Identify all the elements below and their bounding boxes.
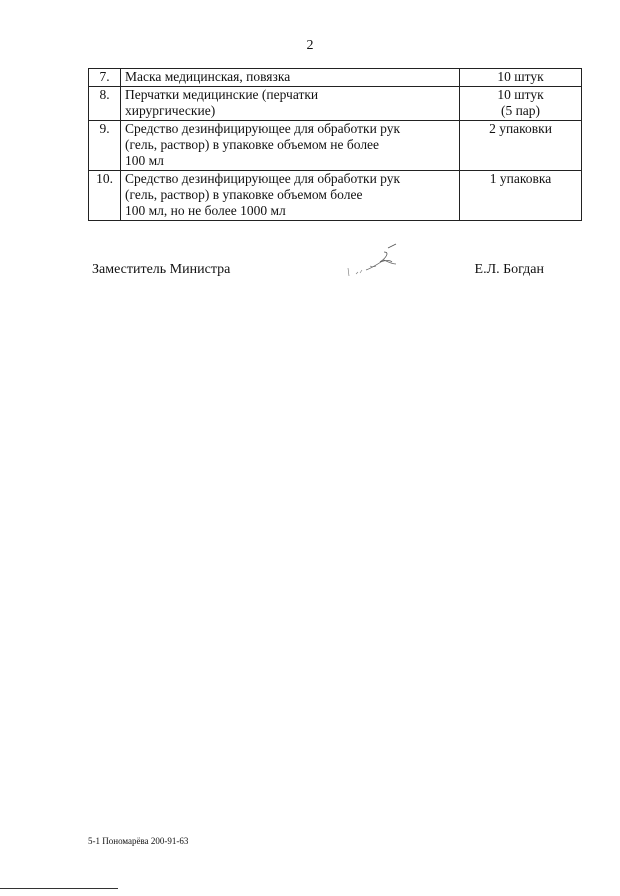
item-name-line: 100 мл — [125, 153, 164, 168]
item-quantity-line: 2 упаковки — [489, 121, 552, 136]
table-row — [89, 121, 582, 171]
item-number: 10. — [89, 171, 121, 221]
item-number: 7. — [89, 69, 121, 87]
item-name-line: (гель, раствор) в упаковке объемом не более — [125, 137, 380, 152]
table-row — [89, 69, 582, 87]
item-quantity-line: 1 упаковка — [489, 171, 552, 186]
item-quantity — [460, 121, 582, 171]
item-name-line: (гель, раствор) в упаковке объемом более — [125, 187, 363, 202]
item-quantity-line: (5 пар) — [500, 103, 541, 118]
item-name-line: Маска медицинская, повязка — [125, 69, 291, 84]
page-number: 2 — [306, 38, 314, 53]
table-row — [89, 87, 582, 121]
items-table — [88, 68, 582, 221]
footer-divider — [0, 888, 118, 889]
item-quantity-line: 10 штук — [497, 87, 544, 102]
item-quantity — [460, 171, 582, 221]
signer-title: Заместитель Министра — [92, 262, 231, 277]
item-name — [121, 171, 460, 221]
item-name-line: Перчатки медицинские (перчатки — [125, 87, 319, 102]
item-name — [121, 87, 460, 121]
signer-name: Е.Л. Богдан — [474, 262, 544, 277]
item-name-line: Средство дезинфицирующее для обработки рук — [125, 171, 401, 186]
item-name — [121, 69, 460, 87]
item-name-line: хирургические) — [125, 103, 216, 118]
item-number: 9. — [89, 121, 121, 171]
item-quantity — [460, 87, 582, 121]
item-name-line: 100 мл, но не более 1000 мл — [125, 203, 286, 218]
item-name — [121, 121, 460, 171]
item-number: 8. — [89, 87, 121, 121]
signature-block — [88, 262, 582, 286]
handwritten-signature — [346, 240, 406, 280]
items-table-body — [89, 69, 582, 221]
item-quantity — [460, 69, 582, 87]
item-name-line: Средство дезинфицирующее для обработки рук — [125, 121, 401, 136]
table-row — [89, 171, 582, 221]
item-quantity-line: 10 штук — [497, 69, 544, 84]
footer-note: 5-1 Пономарёва 200-91-63 — [88, 836, 189, 846]
